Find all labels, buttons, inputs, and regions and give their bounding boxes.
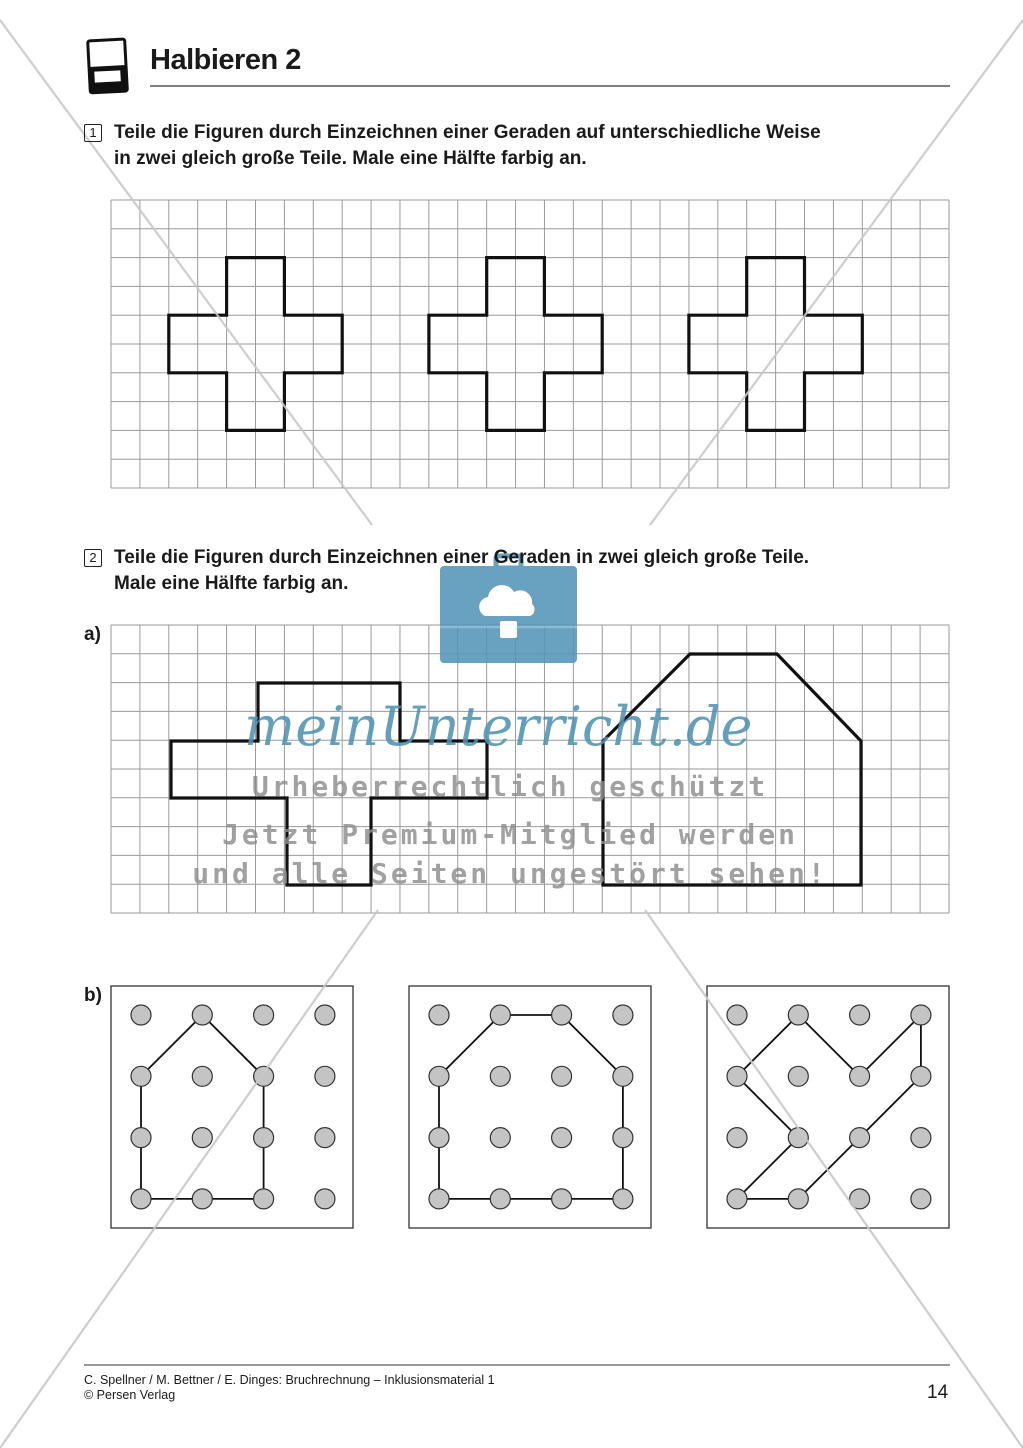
geoboard-peg xyxy=(254,1189,274,1209)
geoboard-peg xyxy=(429,1005,449,1025)
geoboard-peg xyxy=(315,1189,335,1209)
geoboard-peg xyxy=(490,1128,510,1148)
geoboard-peg xyxy=(788,1189,808,1209)
task2-instruction-line1: Teile die Figuren durch Einzeichnen einer Geraden in zwei gleich große Teile. xyxy=(114,547,810,568)
geoboard-peg xyxy=(552,1066,572,1086)
geoboard-peg xyxy=(552,1189,572,1209)
footer-publisher: © Persen Verlag xyxy=(84,1388,176,1402)
geoboard-peg xyxy=(911,1005,931,1025)
geoboard-peg xyxy=(850,1066,870,1086)
geoboard-peg xyxy=(552,1005,572,1025)
geoboard-peg xyxy=(315,1128,335,1148)
task1-grid xyxy=(111,200,949,488)
geoboard-peg xyxy=(192,1005,212,1025)
halving-rectangle-icon xyxy=(88,39,128,93)
watermark-unlock: und alle Seiten ungestört sehen! xyxy=(192,857,828,890)
briefcase-cloud-icon xyxy=(440,556,577,663)
geoboard-peg xyxy=(613,1189,633,1209)
geoboard-peg xyxy=(911,1066,931,1086)
geoboard-peg xyxy=(613,1128,633,1148)
task2b-geoboards xyxy=(111,986,949,1228)
geoboard-peg xyxy=(315,1066,335,1086)
task2-number-badge: 2 xyxy=(84,549,102,567)
geoboard-peg xyxy=(490,1189,510,1209)
task1-instruction-line2: in zwei gleich große Teile. Male eine Hälfte farbig an. xyxy=(114,148,587,169)
geoboard xyxy=(707,986,949,1228)
geoboard-peg xyxy=(192,1128,212,1148)
part-b-label: b) xyxy=(84,985,102,1006)
task2-instruction-line2: Male eine Hälfte farbig an. xyxy=(114,573,349,594)
geoboard-peg xyxy=(911,1189,931,1209)
geoboard-peg xyxy=(788,1066,808,1086)
geoboard-peg xyxy=(727,1066,747,1086)
geoboard-peg xyxy=(429,1066,449,1086)
geoboard xyxy=(111,986,353,1228)
watermark-copyright: Urheberrechtlich geschützt xyxy=(251,770,769,803)
geoboard-peg xyxy=(192,1066,212,1086)
page-number: 14 xyxy=(927,1382,949,1403)
geoboard-peg xyxy=(727,1189,747,1209)
geoboard-peg xyxy=(727,1005,747,1025)
geoboard-peg xyxy=(850,1005,870,1025)
geoboard-peg xyxy=(192,1189,212,1209)
geoboard-peg xyxy=(490,1066,510,1086)
page-title: Halbieren 2 xyxy=(150,44,301,76)
geoboard-peg xyxy=(727,1128,747,1148)
geoboard-peg xyxy=(552,1128,572,1148)
geoboard xyxy=(409,986,651,1228)
geoboard-peg xyxy=(254,1128,274,1148)
geoboard-peg xyxy=(131,1189,151,1209)
part-a-label: a) xyxy=(84,624,101,645)
task1-instruction-line1: Teile die Figuren durch Einzeichnen einer Geraden auf unterschiedliche Weise xyxy=(114,122,821,143)
footer-credit: C. Spellner / M. Bettner / E. Dinges: Bruchrechnung – Inklusionsmaterial 1 xyxy=(84,1373,495,1387)
geoboard-peg xyxy=(788,1005,808,1025)
task1-number-badge: 1 xyxy=(84,124,102,142)
geoboard-peg xyxy=(131,1005,151,1025)
geoboard-peg xyxy=(613,1066,633,1086)
geoboard-peg xyxy=(131,1066,151,1086)
geoboard-peg xyxy=(613,1005,633,1025)
geoboard-peg xyxy=(429,1189,449,1209)
geoboard-peg xyxy=(254,1005,274,1025)
geoboard-peg xyxy=(429,1128,449,1148)
geoboard-peg xyxy=(850,1128,870,1148)
geoboard-peg xyxy=(315,1005,335,1025)
watermark-premium: Jetzt Premium-Mitglied werden xyxy=(222,818,798,851)
watermark-brand: meinUnterricht.de xyxy=(244,695,753,758)
geoboard-peg xyxy=(490,1005,510,1025)
geoboard-peg xyxy=(911,1128,931,1148)
geoboard-peg xyxy=(131,1128,151,1148)
